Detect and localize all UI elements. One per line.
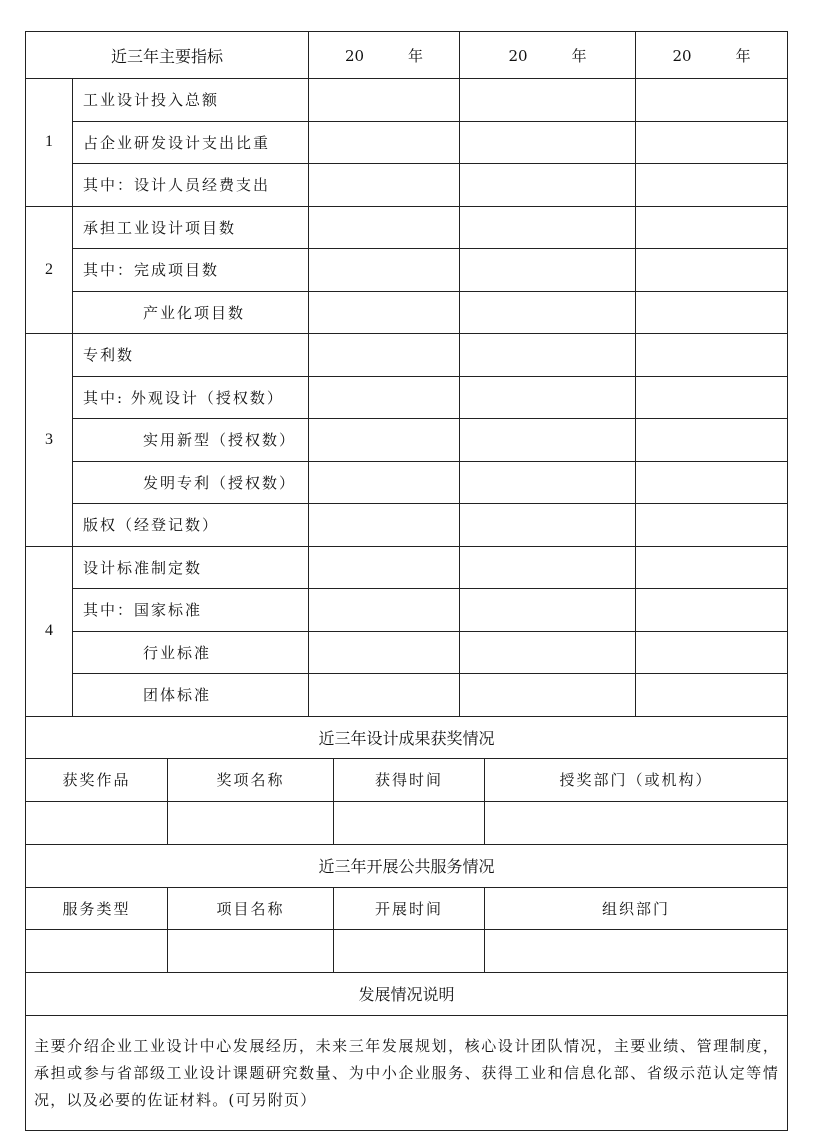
indicator-row <box>26 631 788 674</box>
indicator-row <box>26 504 788 547</box>
value-cell[interactable] <box>460 589 636 632</box>
awards-col-date: 获得时间 <box>334 759 485 802</box>
value-cell[interactable] <box>309 249 460 292</box>
value-cell[interactable] <box>460 334 636 377</box>
year-suffix: 年 <box>408 46 424 65</box>
indicator-form <box>25 31 787 1131</box>
indicator-row <box>26 674 788 717</box>
value-cell[interactable] <box>636 631 788 674</box>
value-cell[interactable] <box>309 79 460 122</box>
value-cell[interactable] <box>460 79 636 122</box>
year-prefix: 20 <box>508 46 528 65</box>
services-date-cell[interactable] <box>334 930 485 973</box>
indicator-label: 其中: 外观设计（授权数） <box>73 376 309 419</box>
value-cell[interactable] <box>309 589 460 632</box>
awards-title-row <box>26 716 788 759</box>
value-cell[interactable] <box>309 419 460 462</box>
value-cell[interactable] <box>636 419 788 462</box>
indicator-row <box>26 461 788 504</box>
value-cell[interactable] <box>636 121 788 164</box>
services-entry-row <box>26 930 788 973</box>
value-cell[interactable] <box>309 206 460 249</box>
value-cell[interactable] <box>309 631 460 674</box>
development-row <box>26 1015 788 1130</box>
value-cell[interactable] <box>460 121 636 164</box>
indicator-row <box>26 206 788 249</box>
value-cell[interactable] <box>636 589 788 632</box>
indicator-label: 工业设计投入总额 <box>73 79 309 122</box>
year-suffix: 年 <box>735 46 751 65</box>
services-header-row <box>26 887 788 930</box>
group-number: 2 <box>26 206 73 334</box>
value-cell[interactable] <box>460 461 636 504</box>
year-prefix: 20 <box>672 46 692 65</box>
value-cell[interactable] <box>636 79 788 122</box>
indicator-row <box>26 334 788 377</box>
indicator-row <box>26 249 788 292</box>
services-title: 近三年开展公共服务情况 <box>26 844 788 887</box>
year-suffix: 年 <box>571 46 587 65</box>
indicator-table <box>25 31 788 1131</box>
value-cell[interactable] <box>636 206 788 249</box>
value-cell[interactable] <box>636 164 788 207</box>
value-cell[interactable] <box>309 121 460 164</box>
indicator-label: 承担工业设计项目数 <box>73 206 309 249</box>
awards-entry-row <box>26 801 788 844</box>
indicator-row <box>26 419 788 462</box>
group-number: 3 <box>26 334 73 547</box>
indicator-label: 其中：国家标准 <box>73 589 309 632</box>
indicator-label: 占企业研发设计支出比重 <box>73 121 309 164</box>
indicator-label: 实用新型（授权数） <box>73 419 309 462</box>
value-cell[interactable] <box>460 249 636 292</box>
indicator-label: 其中：完成项目数 <box>73 249 309 292</box>
value-cell[interactable] <box>460 631 636 674</box>
indicator-row <box>26 376 788 419</box>
awards-issuer-cell[interactable] <box>485 801 788 844</box>
value-cell[interactable] <box>309 504 460 547</box>
indicator-label: 发明专利（授权数） <box>73 461 309 504</box>
indicator-row <box>26 164 788 207</box>
indicator-label: 团体标准 <box>73 674 309 717</box>
header-title: 近三年主要指标 <box>26 32 309 79</box>
services-col-project: 项目名称 <box>168 887 334 930</box>
development-title-row <box>26 973 788 1016</box>
value-cell[interactable] <box>460 164 636 207</box>
indicator-label: 行业标准 <box>73 631 309 674</box>
year-column-3 <box>636 32 788 79</box>
value-cell[interactable] <box>636 504 788 547</box>
value-cell[interactable] <box>636 461 788 504</box>
value-cell[interactable] <box>460 546 636 589</box>
indicator-label: 版权（经登记数） <box>73 504 309 547</box>
value-cell[interactable] <box>309 291 460 334</box>
year-column-1 <box>309 32 460 79</box>
awards-date-cell[interactable] <box>334 801 485 844</box>
services-organizer-cell[interactable] <box>485 930 788 973</box>
awards-col-award-name: 奖项名称 <box>168 759 334 802</box>
awards-col-issuer: 授奖部门（或机构） <box>485 759 788 802</box>
development-description[interactable]: 主要介绍企业工业设计中心发展经历，未来三年发展规划，核心设计团队情况，主要业绩、管理制度，承担或参与省部级工业设计课题研究数量、为中小企业服务、获得工业和信息化部、省级示范认定等情况，以及必要的佐证材料。(可另附页） <box>26 1015 788 1130</box>
value-cell[interactable] <box>309 164 460 207</box>
indicator-label: 专利数 <box>73 334 309 377</box>
awards-col-work: 获奖作品 <box>26 759 168 802</box>
development-title: 发展情况说明 <box>26 973 788 1016</box>
awards-work-cell[interactable] <box>26 801 168 844</box>
services-col-organizer: 组织部门 <box>485 887 788 930</box>
value-cell[interactable] <box>636 546 788 589</box>
awards-award-name-cell[interactable] <box>168 801 334 844</box>
value-cell[interactable] <box>636 674 788 717</box>
indicator-label: 其中：设计人员经费支出 <box>73 164 309 207</box>
value-cell[interactable] <box>309 674 460 717</box>
value-cell[interactable] <box>309 546 460 589</box>
indicator-row <box>26 79 788 122</box>
services-project-cell[interactable] <box>168 930 334 973</box>
value-cell[interactable] <box>636 291 788 334</box>
services-col-type: 服务类型 <box>26 887 168 930</box>
indicator-row <box>26 291 788 334</box>
services-title-row <box>26 844 788 887</box>
value-cell[interactable] <box>636 334 788 377</box>
indicator-row <box>26 589 788 632</box>
value-cell[interactable] <box>309 334 460 377</box>
value-cell[interactable] <box>460 674 636 717</box>
year-column-2 <box>460 32 636 79</box>
value-cell[interactable] <box>460 376 636 419</box>
awards-header-row <box>26 759 788 802</box>
group-number: 4 <box>26 546 73 716</box>
value-cell[interactable] <box>460 206 636 249</box>
value-cell[interactable] <box>309 376 460 419</box>
indicator-row <box>26 546 788 589</box>
services-type-cell[interactable] <box>26 930 168 973</box>
value-cell[interactable] <box>309 461 460 504</box>
header-row <box>26 32 788 79</box>
value-cell[interactable] <box>460 419 636 462</box>
value-cell[interactable] <box>460 504 636 547</box>
value-cell[interactable] <box>460 291 636 334</box>
services-col-date: 开展时间 <box>334 887 485 930</box>
group-number: 1 <box>26 79 73 207</box>
year-prefix: 20 <box>344 46 365 65</box>
value-cell[interactable] <box>636 249 788 292</box>
indicator-label: 产业化项目数 <box>73 291 309 334</box>
indicator-row <box>26 121 788 164</box>
value-cell[interactable] <box>636 376 788 419</box>
awards-title: 近三年设计成果获奖情况 <box>26 716 788 759</box>
indicator-label: 设计标准制定数 <box>73 546 309 589</box>
